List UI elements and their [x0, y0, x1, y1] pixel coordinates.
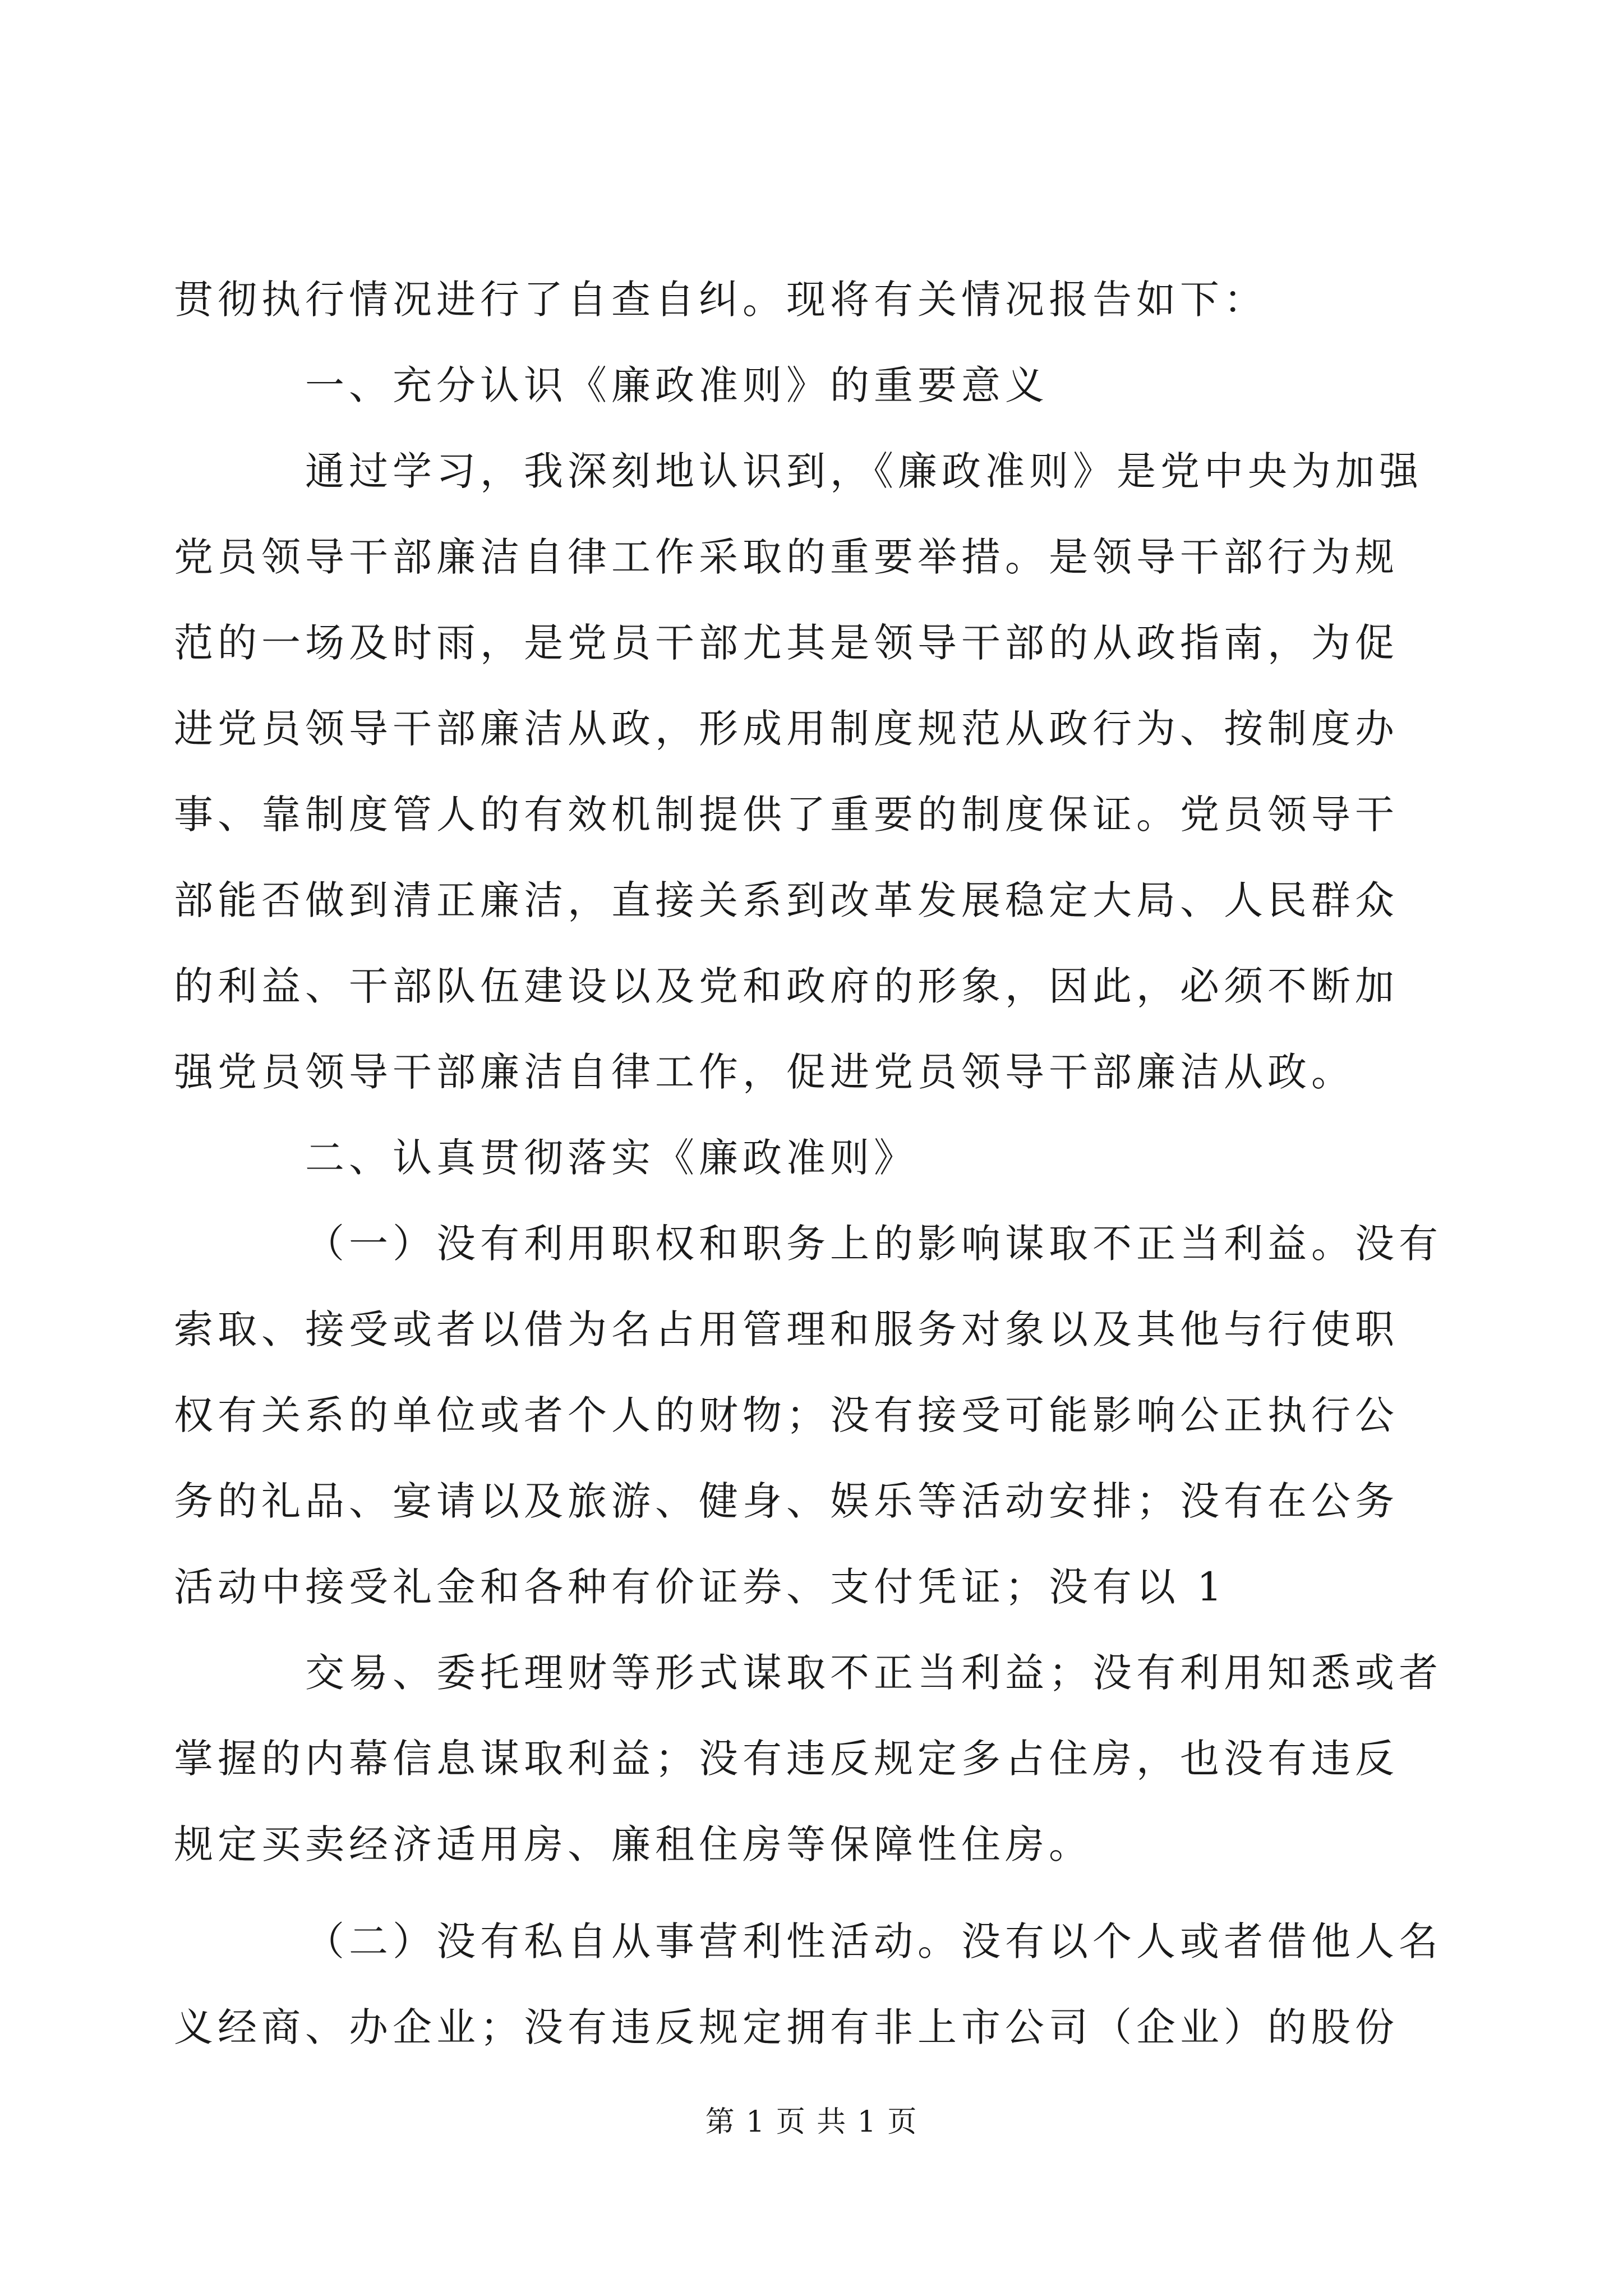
- paragraph-line: 的利益、干部队伍建设以及党和政府的形象，因此，必须不断加: [174, 963, 1399, 1009]
- paragraph-line: 交易、委托理财等形式谋取不正当利益；没有利用知悉或者: [305, 1650, 1442, 1696]
- document-body: [174, 257, 1442, 2070]
- paragraph-line: 党员领导干部廉洁自律工作采取的重要举措。是领导干部行为规: [174, 534, 1399, 580]
- paragraph-line: 活动中接受礼金和各种有价证券、支付凭证；没有以 1: [174, 1564, 1227, 1610]
- paragraph-line: （二）没有私自从事营利性活动。没有以个人或者借他人名: [305, 1918, 1442, 1964]
- section-heading-1: 一、充分认识《廉政准则》的重要意义: [305, 362, 1049, 408]
- page-footer: 第 1 页 共 1 页: [705, 2105, 918, 2139]
- paragraph-line: 义经商、办企业；没有违反规定拥有非上市公司（企业）的股份: [174, 2004, 1399, 2050]
- paragraph-line: 掌握的内幕信息谋取利益；没有违反规定多占住房，也没有违反: [174, 1736, 1399, 1782]
- paragraph-line: 强党员领导干部廉洁自律工作，促进党员领导干部廉洁从政。: [174, 1049, 1355, 1095]
- paragraph-line: 规定买卖经济适用房、廉租住房等保障性住房。: [174, 1821, 1092, 1867]
- paragraph-line: （一）没有利用职权和职务上的影响谋取不正当利益。没有: [305, 1221, 1442, 1267]
- paragraph-line: 进党员领导干部廉洁从政，形成用制度规范从政行为、按制度办: [174, 706, 1399, 752]
- section-heading-2: 二、认真贯彻落实《廉政准则》: [305, 1135, 917, 1181]
- paragraph-line: 部能否做到清正廉洁，直接关系到改革发展稳定大局、人民群众: [174, 877, 1399, 923]
- paragraph-gap: [174, 1888, 1424, 1899]
- paragraph-line: 贯彻执行情况进行了自查自纠。现将有关情况报告如下：: [174, 277, 1267, 323]
- paragraph-line: 权有关系的单位或者个人的财物；没有接受可能影响公正执行公: [174, 1392, 1399, 1438]
- paragraph-line: 索取、接受或者以借为名占用管理和服务对象以及其他与行使职: [174, 1306, 1399, 1352]
- paragraph-line: 务的礼品、宴请以及旅游、健身、娱乐等活动安排；没有在公务: [174, 1478, 1399, 1524]
- paragraph-line: 范的一场及时雨，是党员干部尤其是领导干部的从政指南，为促: [174, 620, 1399, 666]
- paragraph-line: 通过学习，我深刻地认识到，《廉政准则》是党中央为加强: [305, 448, 1423, 494]
- paragraph-line: 事、靠制度管人的有效机制提供了重要的制度保证。党员领导干: [174, 792, 1399, 838]
